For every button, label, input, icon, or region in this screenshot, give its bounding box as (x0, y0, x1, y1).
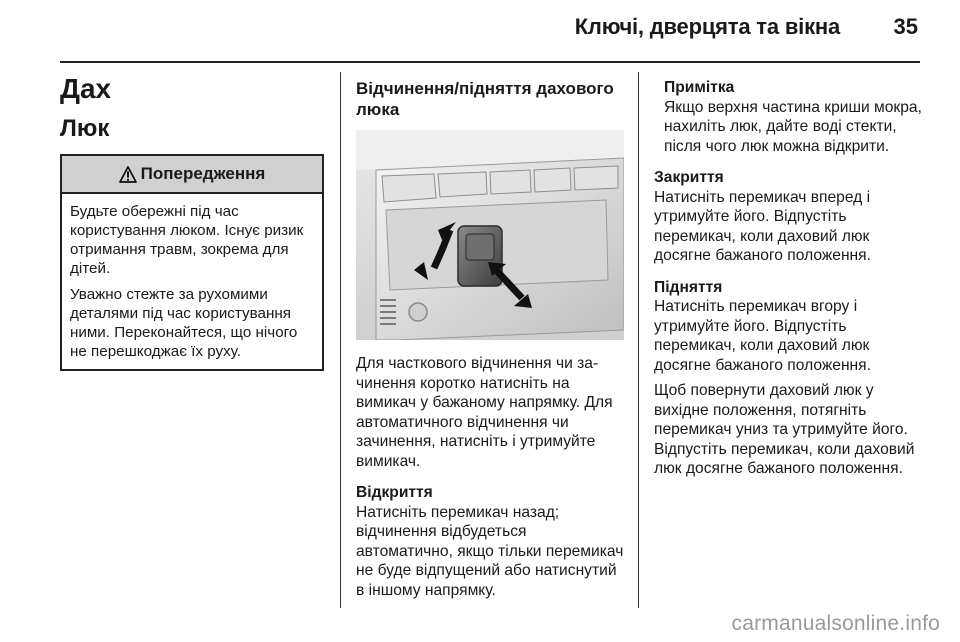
header-divider (60, 61, 920, 63)
warning-body (62, 194, 322, 369)
sunroof-switch-illustration (356, 130, 624, 340)
intro-paragraph (356, 354, 624, 471)
warning-paragraph: Уважно стежте за рухомими деталями під час користування ними. Переконайтеся, що нічого не перешкоджає їх руху. (70, 286, 298, 360)
column-3 (654, 72, 924, 491)
warning-triangle-icon (119, 166, 137, 183)
warning-box (60, 154, 324, 371)
note-label: Примітка (664, 79, 735, 96)
column-2 (356, 72, 624, 612)
note-text: Якщо верхня частина криши мокра, нахиліть люк, дайте воді стекти, після чого люк можна відкрити. (664, 98, 922, 155)
open-paragraph (356, 483, 624, 600)
warning-header (62, 156, 322, 194)
intro-text: Для часткового відчинення чи зачинення коротко натисніть на вимикач у бажаному напрямку. Для автоматичного відчинення чи зачинення, натисніть і утримуйте вимикач. (356, 355, 613, 470)
section-heading: Дах (60, 73, 112, 104)
column-divider (638, 72, 639, 608)
watermark: carmanualsonline.info (731, 612, 940, 635)
warning-paragraph: Будьте обережні під час користування люком. Існує ризик отримання травм, зокрема для дітей. (70, 203, 304, 277)
subsection-heading: Люк (60, 115, 110, 142)
note-paragraph (654, 78, 924, 156)
page-number: 35 (893, 14, 918, 39)
warning-title: Попередження (140, 164, 266, 183)
close-text: Натисніть перемикач вперед і утримуйте його. Відпустіть перемикач, коли даховий люк досягне бажаного положення. (654, 188, 871, 264)
open-label: Відкриття (356, 484, 433, 501)
header-title: Ключі, дверцята та вікна (574, 14, 840, 39)
section-title: Відчинення/підняття дахового люка (356, 79, 614, 119)
column-1 (60, 72, 324, 371)
column-divider (340, 72, 341, 608)
close-paragraph (654, 168, 924, 266)
raise-paragraph (654, 278, 924, 376)
return-text: Щоб повернути даховий люк у вихідне положення, потягніть перемикач униз та утримуйте його. Відпустіть перемикач, коли даховий люк досягне бажаного положення. (654, 382, 915, 477)
raise-text: Натисніть перемикач вгору і утримуйте його. Відпустіть перемикач, коли даховий люк досягне бажаного положення. (654, 298, 871, 374)
open-text: Натисніть перемикач назад; відчинення відбудеться автоматично, якщо тільки перемикач не буде відпущений або натиснутий в іншому напрямку. (356, 503, 624, 599)
close-label: Закриття (654, 169, 724, 186)
raise-label: Підняття (654, 278, 723, 296)
return-paragraph (654, 381, 924, 479)
